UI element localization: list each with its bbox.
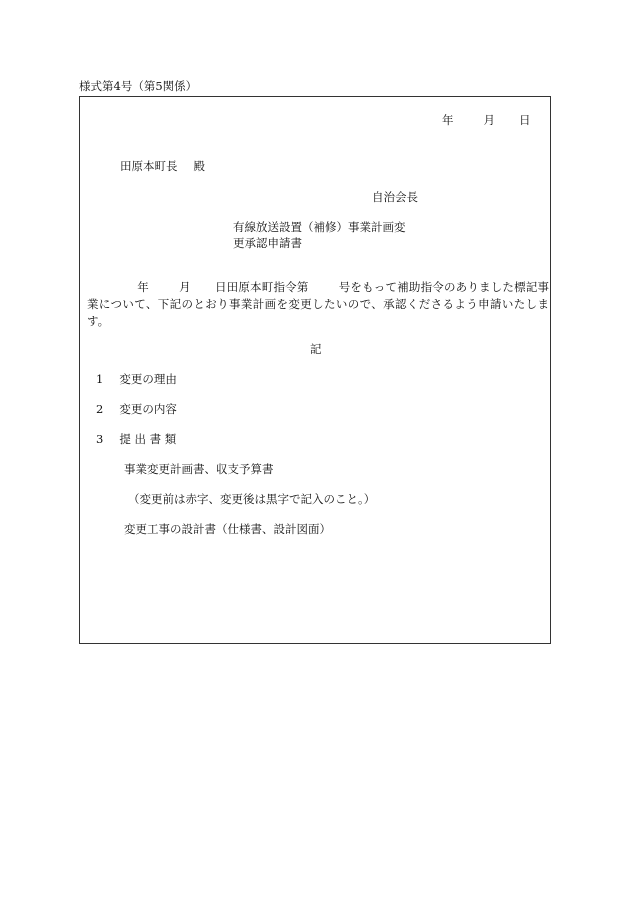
date-day: 日: [519, 113, 531, 127]
attachment-1: 事業変更計画書、収支予算書: [124, 462, 274, 476]
attachment-2: （変更前は赤字、変更後は黒字で記入のこと。）: [128, 492, 376, 506]
date-year: 年: [442, 113, 454, 127]
body-rest: 号をもって補助指令のありました標記事業について、下記のとおり事業計画を変更したいので、承認くださるよう申請いたします。: [87, 280, 550, 328]
item-3-label: 提 出 書 類: [119, 432, 177, 446]
form-label: 様式第4号（第5関係）: [79, 79, 198, 93]
form-frame: [79, 96, 551, 644]
attachment-3: 変更工事の設計書（仕様書、設計図面）: [124, 522, 331, 536]
item-2-label: 変更の内容: [119, 402, 177, 416]
addressee-name: 田原本町長: [120, 159, 178, 173]
item-2: [96, 403, 177, 417]
addressee: [120, 160, 205, 174]
applicant-title: 自治会長: [372, 190, 418, 204]
body-text: [87, 279, 549, 330]
addressee-honorific: 殿: [193, 159, 205, 173]
document-title-line-1: 有線放送設置（補修）事業計画変: [233, 220, 406, 234]
body-day-ref: 日田原本町指令第: [214, 280, 309, 294]
body-year: 年: [137, 280, 149, 294]
ki-heading: 記: [310, 342, 322, 356]
item-1-num: 1: [96, 372, 104, 386]
item-1: [96, 373, 177, 387]
body-month: 月: [178, 280, 191, 294]
item-3: [96, 433, 176, 447]
date-month: 月: [483, 113, 495, 127]
item-1-label: 変更の理由: [119, 372, 177, 386]
item-2-num: 2: [96, 402, 104, 416]
document-title-line-2: 更承認申請書: [233, 236, 302, 250]
date-line: [442, 114, 531, 128]
item-3-num: 3: [96, 432, 104, 446]
